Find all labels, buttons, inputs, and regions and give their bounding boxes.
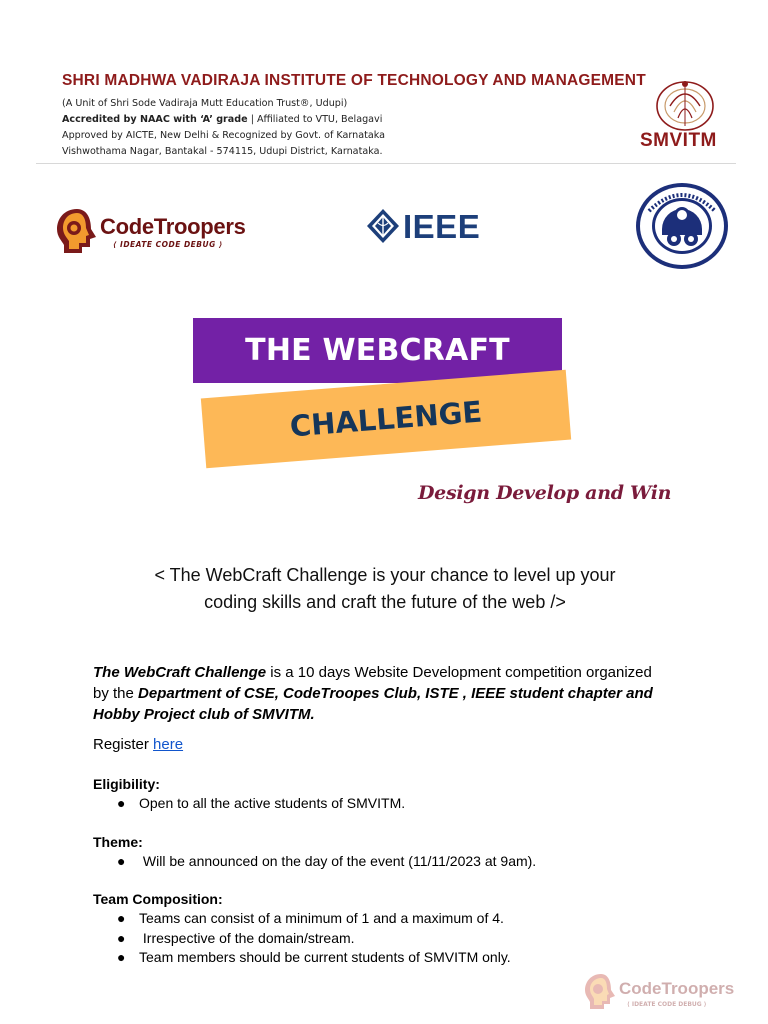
intro-line-2: coding skills and craft the future of the web /> (204, 592, 566, 612)
description-paragraph (93, 662, 663, 725)
bullet-icon: ● (117, 930, 126, 946)
svg-text:CodeTroopers: CodeTroopers (619, 979, 735, 998)
svg-text:⟨ IDEATE CODE DEBUG ⟩: ⟨ IDEATE CODE DEBUG ⟩ (627, 1001, 707, 1008)
ieee-diamond-icon (366, 208, 400, 244)
codetroopers-head-icon (54, 207, 100, 255)
description-orgs: Department of CSE, CodeTroopes Club, ISTE , IEEE student chapter and Hobby Project club of SMVITM. (93, 685, 653, 723)
theme-item: Will be announced on the day of the event (11/11/2023 at 9am). (139, 853, 537, 869)
list-item (117, 910, 504, 926)
team-item-2: Irrespective of the domain/stream. (139, 930, 355, 946)
accreditation-line (62, 114, 382, 125)
institute-name: SHRI MADHWA VADIRAJA INSTITUTE OF TECHNOLOGY AND MANAGEMENT (62, 72, 646, 89)
register-label: Register (93, 736, 154, 753)
team-item-1: Teams can consist of a minimum of 1 and a maximum of 4. (139, 910, 504, 926)
smvitm-emblem-icon (652, 76, 718, 132)
description-text: is a 10 days Website Development competition organized by the (93, 664, 652, 702)
theme-heading: Theme: (93, 834, 143, 850)
accredited-bold: Accredited by NAAC with ‘A’ grade (62, 114, 248, 125)
list-item (117, 949, 511, 965)
tagline: Design Develop and Win (418, 482, 672, 504)
bullet-icon: ● (117, 853, 126, 869)
register-line (93, 736, 183, 753)
iste-seal-icon (634, 181, 730, 271)
bullet-icon: ● (117, 949, 126, 965)
list-item (117, 795, 405, 811)
address-line: Vishwothama Nagar, Bantakal - 574115, Udupi District, Karnataka. (62, 146, 383, 157)
bullet-icon: ● (117, 910, 126, 926)
unit-line: (A Unit of Shri Sode Vadiraja Mutt Education Trust®, Udupi) (62, 98, 348, 109)
description-title: The WebCraft Challenge (93, 664, 267, 681)
team-item-3: Team members should be current students of SMVITM only. (139, 949, 511, 965)
bullet-icon: ● (117, 795, 126, 811)
codetroopers-name: CodeTroopers (100, 214, 246, 239)
register-link[interactable]: here (153, 736, 184, 753)
team-heading: Team Composition: (93, 891, 223, 907)
intro-text (90, 562, 680, 616)
eligibility-item: Open to all the active students of SMVITM. (139, 795, 406, 811)
list-item (117, 930, 355, 946)
eligibility-heading: Eligibility: (93, 776, 160, 792)
title-line-1: THE WEBCRAFT (245, 333, 510, 368)
accredited-rest: | Affiliated to VTU, Belagavi (247, 114, 383, 125)
title-line-2: CHALLENGE (288, 394, 484, 444)
approved-line: Approved by AICTE, New Delhi & Recognized by Govt. of Karnataka (62, 130, 386, 141)
list-item (117, 853, 536, 869)
codetroopers-tagline: ⟨ IDEATE CODE DEBUG ⟩ (113, 240, 223, 249)
codetroopers-watermark-icon (583, 972, 743, 1012)
header-divider (36, 163, 736, 164)
intro-line-1: < The WebCraft Challenge is your chance to level up your (154, 565, 616, 585)
smvitm-logo-text: SMVITM (640, 130, 717, 151)
ieee-logo-text: IEEE (403, 208, 481, 245)
